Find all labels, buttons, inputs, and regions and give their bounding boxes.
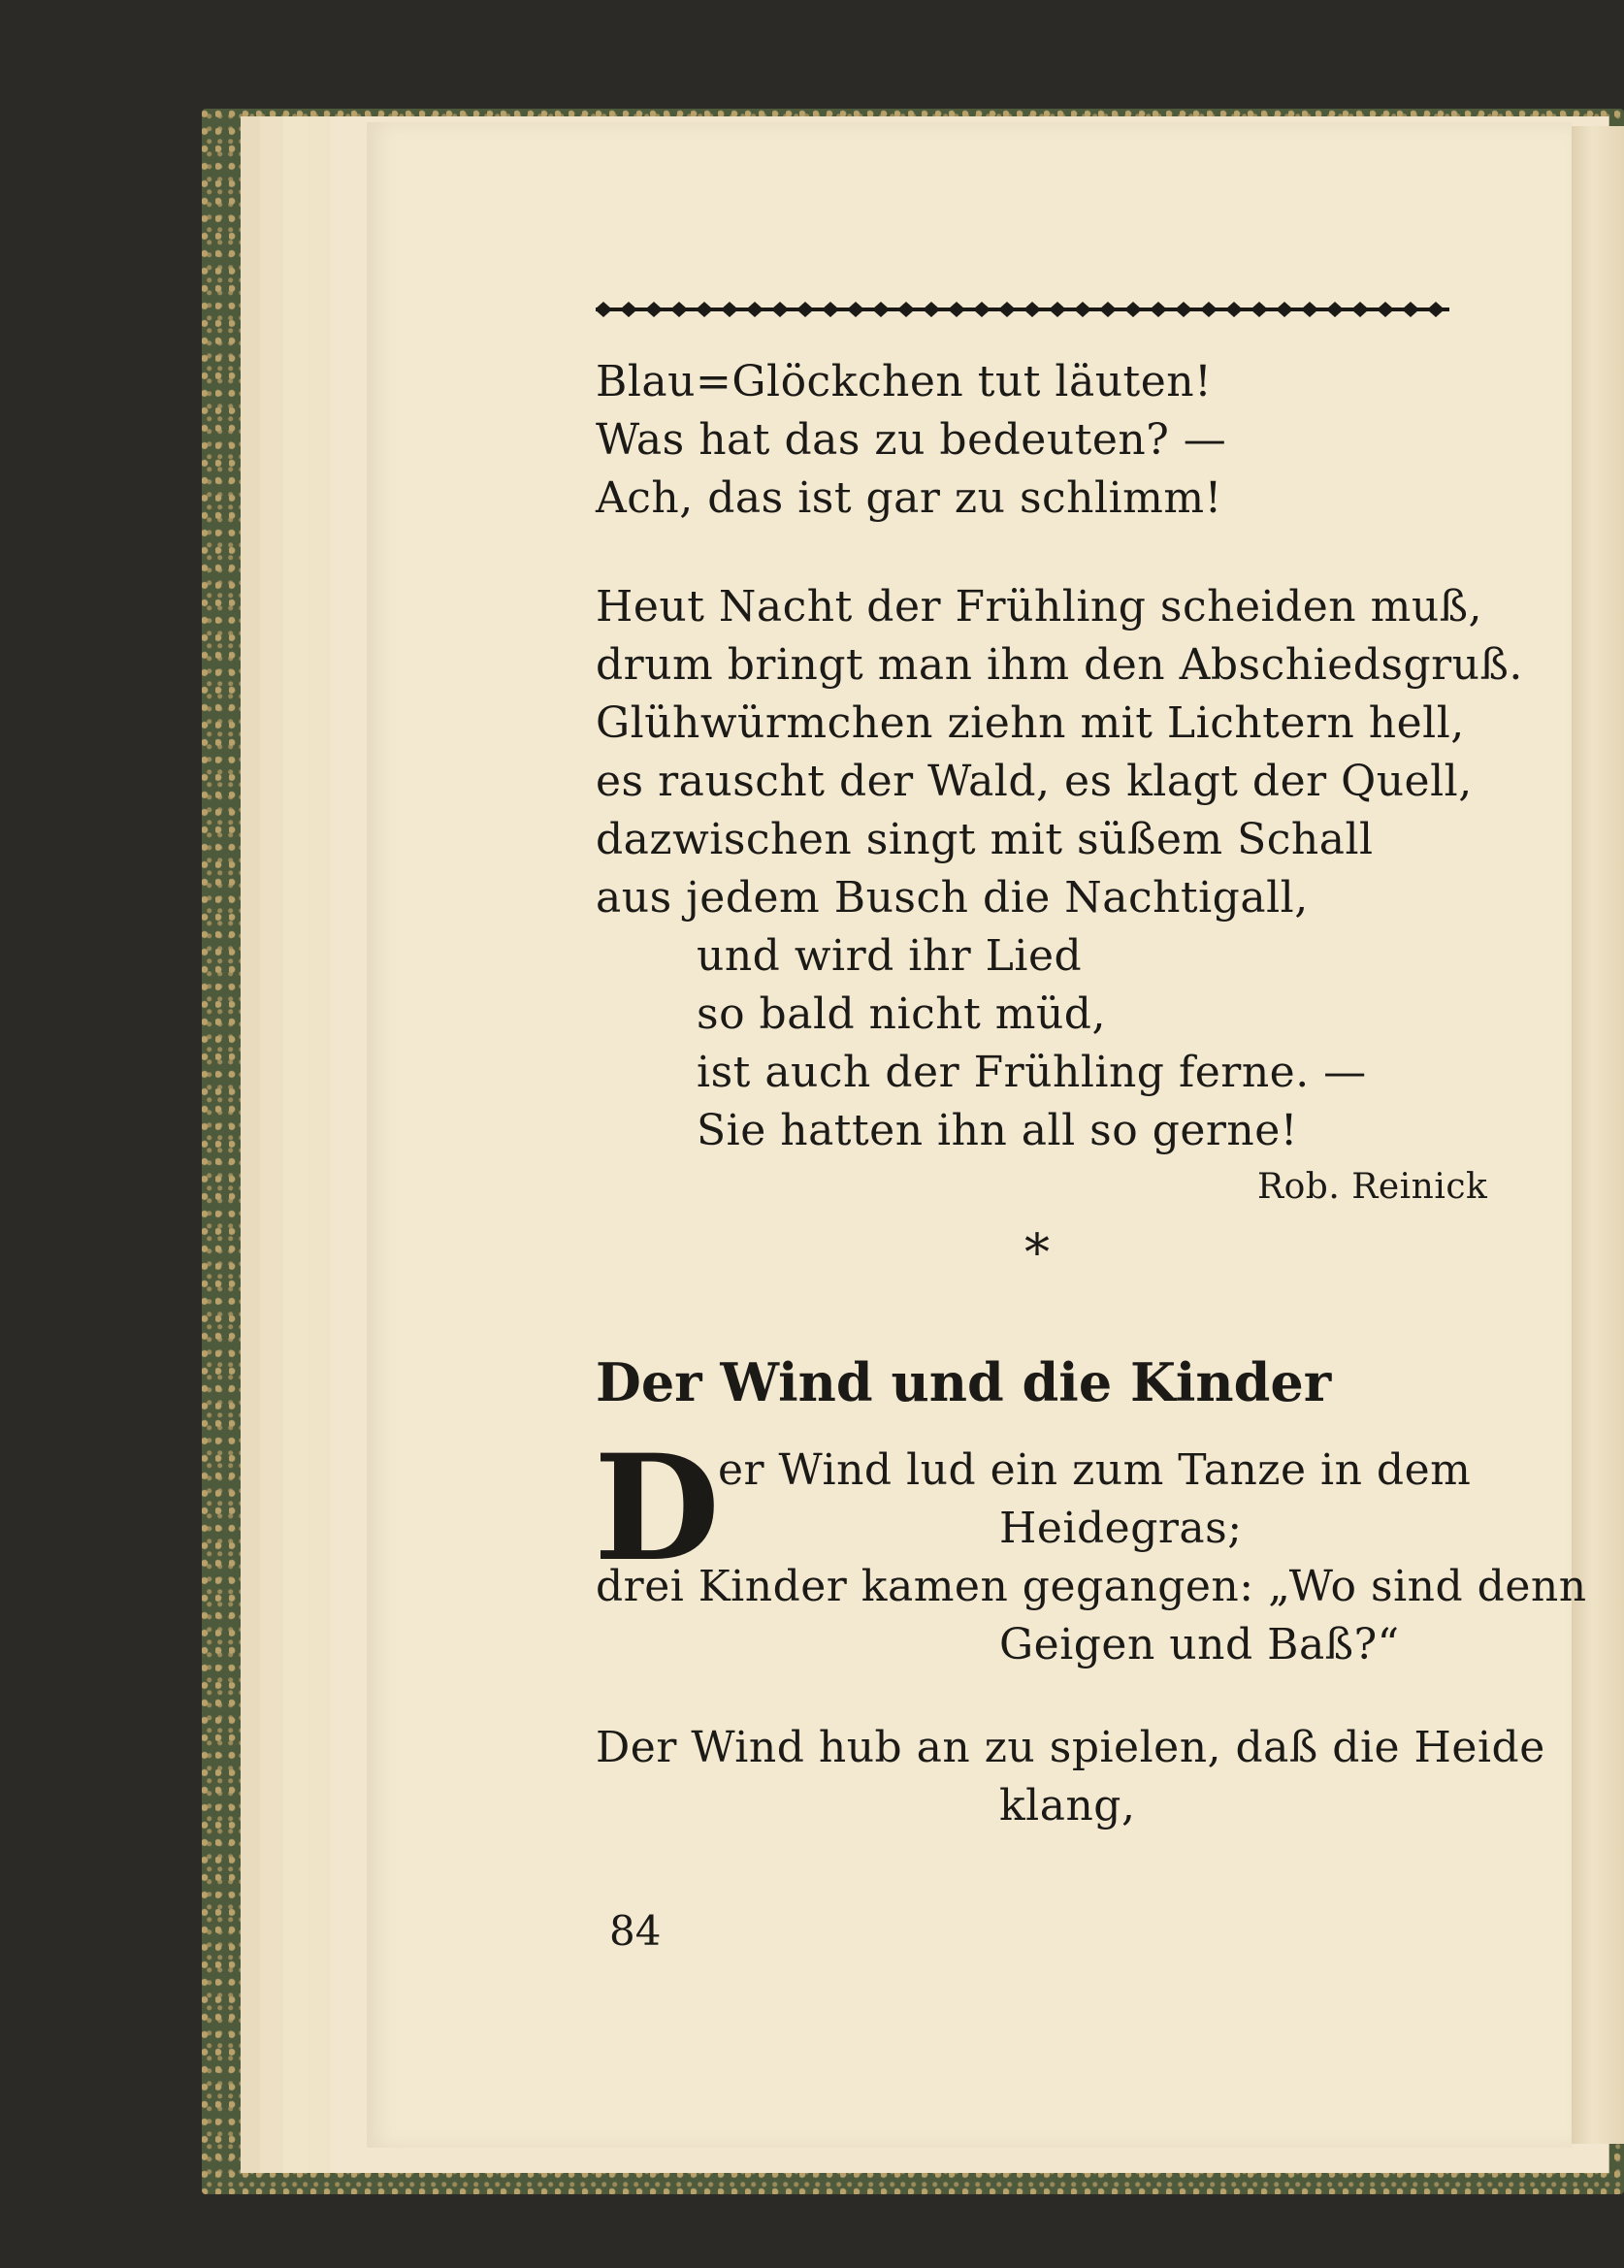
ornament-diamond — [872, 302, 890, 317]
ornament-diamond — [721, 302, 738, 317]
poem-line: dazwischen singt mit süßem Schall — [596, 815, 1374, 864]
ornament-diamond — [771, 302, 789, 317]
poem-line: es rauscht der Wald, es klagt der Quell, — [596, 757, 1473, 806]
ornament-diamond — [998, 302, 1016, 317]
ornament-diamond — [620, 302, 637, 317]
ornament-diamond — [1049, 302, 1066, 317]
ornament-diamond — [948, 302, 965, 317]
poem-line: drum bringt man ihm den Abschiedsgruß. — [596, 640, 1523, 690]
poem-line: aus jedem Busch die Nachtigall, — [596, 873, 1309, 923]
ornament-diamond — [1276, 302, 1293, 317]
poem-line: drei Kinder kamen gegangen: „Wo sind denn — [596, 1562, 1587, 1611]
poem-line: Heut Nacht der Frühling scheiden muß, — [596, 582, 1483, 632]
poem-line: er Wind lud ein zum Tanze in dem — [718, 1445, 1472, 1495]
poem-line: so bald nicht müd, — [697, 989, 1106, 1039]
page-content — [367, 122, 1587, 2148]
poem-line: ist auch der Frühling ferne. — — [697, 1048, 1367, 1097]
ornament-diamond — [1250, 302, 1268, 317]
ornament-diamond — [596, 302, 612, 317]
ornament-diamond — [1200, 302, 1218, 317]
ornament-diamond — [696, 302, 713, 317]
ornament-diamond — [847, 302, 864, 317]
ornament-diamond — [796, 302, 814, 317]
ornament-diamond — [1427, 302, 1445, 317]
ornament-diamond — [973, 302, 991, 317]
poem-line: Blau=Glöckchen tut läuten! — [596, 357, 1213, 406]
ornamental-rule — [596, 299, 1449, 320]
ornament-diamond — [1175, 302, 1192, 317]
poem-title: Der Wind und die Kinder — [596, 1351, 1332, 1413]
ornament-diamond — [1074, 302, 1091, 317]
drop-cap: D — [594, 1423, 721, 1594]
poem-line: Sie hatten ihn all so gerne! — [697, 1106, 1298, 1155]
ornament-diamond — [1099, 302, 1117, 317]
section-separator: * — [1024, 1224, 1050, 1282]
poem-line: und wird ihr Lied — [697, 931, 1083, 981]
ornament-diamond — [897, 302, 915, 317]
ornament-diamond — [645, 302, 663, 317]
poem-line: Heidegras; — [999, 1504, 1243, 1553]
poem-line: Der Wind hub an zu spielen, daß die Heide — [596, 1723, 1545, 1772]
ornament-diamond — [1377, 302, 1394, 317]
ornament-diamond — [1225, 302, 1243, 317]
ornament-diamond — [670, 302, 688, 317]
ornament-diamond — [1301, 302, 1318, 317]
ornament-diamond — [1326, 302, 1344, 317]
ornament-diamond — [746, 302, 763, 317]
poem-author: Rob. Reinick — [1257, 1167, 1488, 1207]
ornament-diamond — [1150, 302, 1167, 317]
ornament-diamond — [923, 302, 940, 317]
poem-line: klang, — [999, 1781, 1136, 1831]
ornament-diamond — [1124, 302, 1142, 317]
poem-line: Glühwürmchen ziehn mit Lichtern hell, — [596, 698, 1465, 748]
facing-page-edge — [1572, 126, 1624, 2144]
book-page — [367, 122, 1587, 2148]
ornament-diamond — [1023, 302, 1041, 317]
poem-line: Geigen und Baß?“ — [999, 1620, 1400, 1669]
poem-line: Ach, das ist gar zu schlimm! — [596, 473, 1222, 523]
page-number: 84 — [609, 1907, 662, 1955]
ornament-diamond — [1402, 302, 1419, 317]
ornament-diamond — [822, 302, 839, 317]
ornament-diamond — [1351, 302, 1369, 317]
poem-line: Was hat das zu bedeuten? — — [596, 415, 1227, 465]
